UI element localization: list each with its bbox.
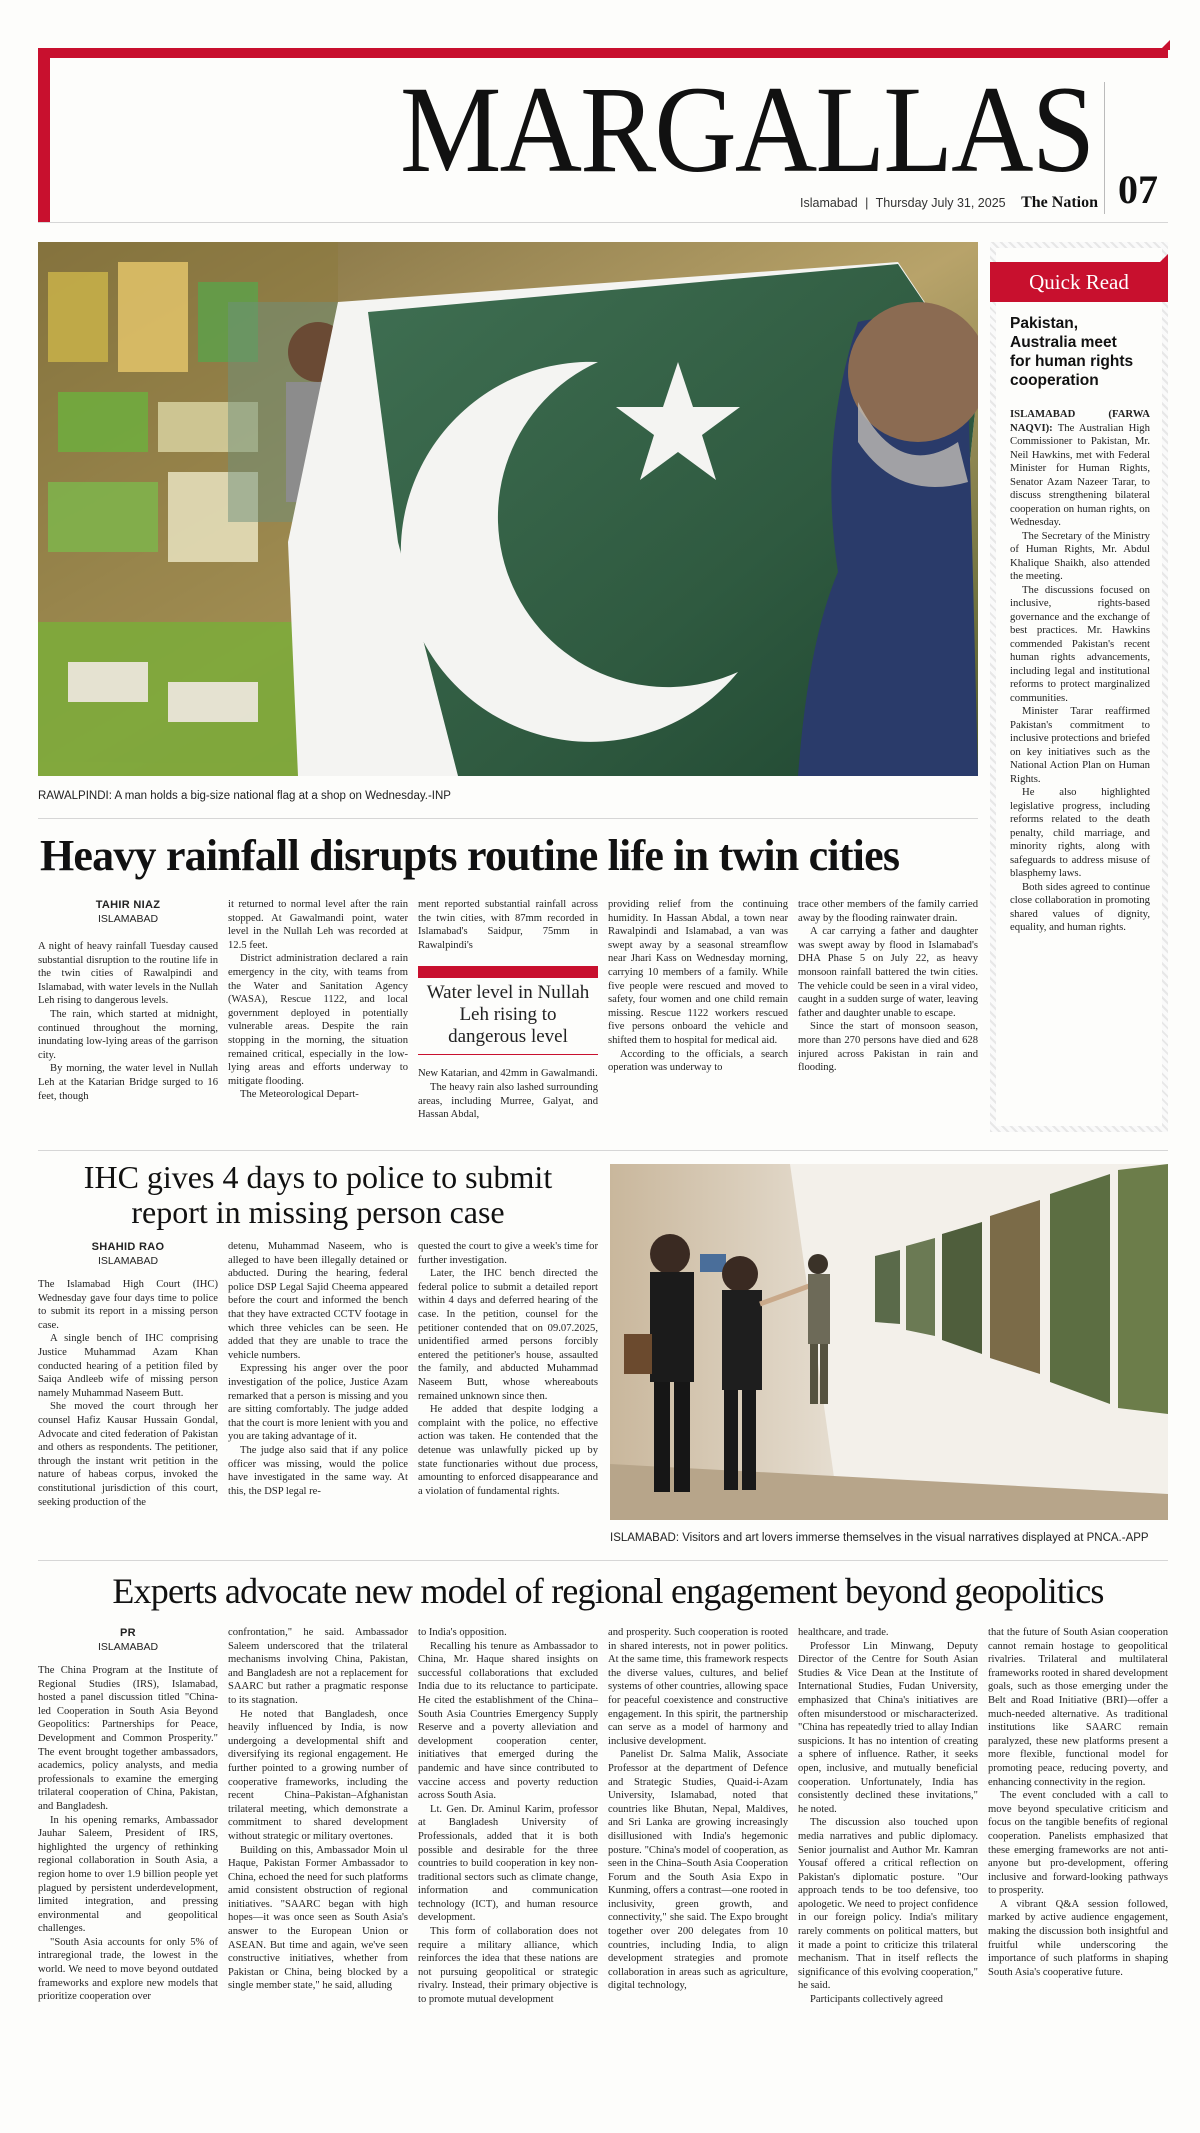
ihc-col-2: detenu, Muhammad Naseem, who is alleged to have been illegally detained or abducted. During the hearing, federal police DSP Legal Sajid Cheema appeared before the court and informed the bench that they have extracted CCTV footage in which three vehicles can be seen. He added that they are unable to trace the vehicle numbers. Expressing his anger over the poor investigation of the police, Justice Azam remarked that a person is missing and you are sitting comfortably. The judge added that the court is more lenient with you and you are taking advantage of it. The judge also said that if any police officer was missing, would the police have investigated in the same way. At this, the DSP legal re-: [228, 1241, 408, 1497]
rain-pull-quote-box: [418, 966, 598, 1055]
ihc-divider: [38, 1560, 1168, 1561]
quick-read-dateline: ISLAMABAD (FARWA NAQVI):: [1010, 408, 1150, 434]
rain-col-5: trace other members of the family carried away by the flooding rainwater drain. A car carrying a father and daughter was swept away by flood in Islamabad's DHA Phase 5 on July 22, as heavy monsoon rainfall battered the twin cities. The vehicle could be seen in a viral video, caught in a sudden surge of water, leaving father and daughter unable to escape. Since the start of monsoon season, more than 270 persons have died and 628 injured across Pakistan in rain and flooding.: [798, 899, 978, 1074]
masthead-date: Thursday July 31, 2025: [875, 196, 1006, 210]
rain-pull-quote: Water level in Nullah Leh rising to dangerous level: [426, 982, 590, 1048]
experts-location: ISLAMABAD: [97, 1641, 159, 1653]
rain-col-2: it returned to normal level after the rain stopped. At Gawalmandi point, water level in the Nullah Leh was recorded at 12.5 feet. District administration declared a rain emergency in the city, with teams from the Water and Sanitation Agency (WASA), Rescue 1122, and local government deployed in potentially vulnerable areas. Despite the rain stopping in the morning, the situation remained critical, especially in the low-lying areas and efforts underway to mitigate flooding. The Meteorological Depart-: [228, 899, 408, 1101]
quick-read-headline: Pakistan, Australia meet for human rights cooperation: [1010, 315, 1134, 389]
masthead-red-bar: [38, 48, 1168, 58]
experts-col-3: to India's opposition. Recalling his tenure as Ambassador to China, Mr. Haque shared insights on successful collaborations that excluded India due to its reluctance to participate. He cited the establishment of the China–South Asia Countries Emergency Supply Reserve and a poverty alleviation and development cooperation center, initiatives that emerged during the pandemic and have since contributed to vaccine access and poverty reduction across South Asia. Lt. Gen. Dr. Aminul Karim, professor at Bangladesh University of Professionals, added that it is both possible and desirable for the three countries to build cooperation in key non-traditional sectors such as climate change, information and communication technology (ICT), and human resource development. This form of collaboration does not require a military alliance, which reinforces the idea that these nations are not pursuing geopolitical or strategic rivalry. Instead, their primary objective is to promote mutual development: [418, 1627, 598, 2006]
ihc-location: ISLAMABAD: [97, 1255, 159, 1267]
caption-divider: [38, 818, 978, 819]
experts-headline: Experts advocate new model of regional engagement beyond geopolitics: [112, 1571, 1104, 1611]
experts-byline: [38, 1626, 218, 1654]
masthead-title: MARGALLAS: [400, 61, 1094, 198]
quick-read-label: Quick Read: [990, 262, 1168, 302]
rain-col-1: TAHIR NIAZ ISLAMABAD A night of heavy rainfall Tuesday caused substantial disruption to the routine life in the twin cities of Rawalpindi and Islamabad, with water levels in the Nullah Leh rising to dangerous levels. The rain, which started at midnight, continued throughout the morning, inundating low-lying areas of the garrison city. By morning, the water level in Nullah Leh at the Katarian Bridge surged to 16 feet, though: [38, 899, 218, 1102]
lead-photo: [38, 242, 978, 776]
rain-col-3: ment reported substantial rainfall across the twin cities, with 87mm recorded in Islamabad's Saidpur, 75mm in Rawalpindi's Water level in Nullah Leh rising to dangerous level New Katarian, and 42mm in Gawalmandi. The heavy rain also lashed surrounding areas, including Murree, Galyat, and Hassan Abdal,: [418, 899, 598, 1121]
experts-author: PR: [120, 1627, 136, 1639]
rain-col-4: providing relief from the continuing humidity. In Hassan Abdal, a town near Rawalpindi and Islamabad, a van was swept away by a seasonal streamflow near Jhari Kass on Wednesday morning, carrying 10 members of a family. While five people were rescued and moved to safety, four women and one child remain missing. Rescue 1122 workers rescued five persons onboard the vehicle and shifted them to hospital for medical aid. According to the officials, a search operation was underway to: [608, 899, 788, 1074]
lead-photo-caption: RAWALPINDI: A man holds a big-size national flag at a shop on Wednesday.-INP: [38, 790, 451, 802]
rain-headline: Heavy rainfall disrupts routine life in twin cities: [40, 831, 900, 880]
masthead-city: Islamabad: [800, 196, 858, 210]
quick-read-body: ISLAMABAD (FARWA NAQVI): The Australian High Commissioner to Pakistan, Mr. Neil Hawkins, met with Federal Minister for Human Rights, Senator Azam Nazeer Tarar, to discuss strengthening bilateral cooperation on human rights, on Wednesday. The Secretary of the Ministry of Human Rights, Mr. Abdul Khalique Shaikh, also attended the meeting. The discussions focused on inclusive, rights-based governance and the exchange of best practices. Mr. Hawkins commended Pakistan's recent human rights advancements, including legal and institutional reforms to protect marginalized communities. Minister Tarar reaffirmed Pakistan's commitment to inclusive protections and briefed on key initiatives such as the National Action Plan on Human Rights. He also highlighted legislative progress, including reforms related to the death penalty, child marriage, and minority rights, along with safeguards to address misuse of blasphemy laws. Both sides agreed to continue close collaboration in promoting shared values of dignity, equality, and human rights.: [1010, 408, 1150, 933]
masthead-red-side: [38, 48, 50, 222]
ihc-col-3: quested the court to give a week's time for further investigation. Later, the IHC bench directed the federal police to submit a detailed report within 4 days and deferred hearing of the case. In the petition, counsel for the petitioner contended that on 09.07.2025, unidentified armed persons forcibly entered the petitioner's house, assaulted the family, and abducted Muhammad Naseem Butt, whose whereabouts remained unknown since then. He added that despite lodging a complaint with the police, no effective action was taken. He contended that the detenue was unlawfully picked up by state functionaries without due process, amounting to enforced disappearance and a violation of fundamental rights.: [418, 1241, 598, 1497]
experts-col-2: confrontation," he said. Ambassador Saleem underscored that the trilateral mechanisms involving China, Pakistan, and Bangladesh are not a replacement for SAARC but rather a pragmatic response to its stagnation. He noted that Bangladesh, once heavily influenced by India, is now undergoing a developmental shift and diversifying its regional engagement. He further pointed to a growing number of cooperative frameworks, including the recent China–Pakistan–Afghanistan trilateral meeting, which demonstrate a commitment to shared development without strategic or military overtones. Building on this, Ambassador Moin ul Haque, Pakistan Former Ambassador to China, echoed the need for such platforms amid consistent obstruction of regional initiatives. "SAARC began with high hopes—it was once seen as South Asia's answer to the European Union or ASEAN. But time and again, we've seen constructive initiatives, whether from Pakistan or China, being blocked by a single member state," he said, alluding: [228, 1627, 408, 1992]
art-photo: [610, 1164, 1168, 1520]
quick-read-tab-tip: [1160, 254, 1168, 262]
rain-byline: [38, 898, 218, 926]
experts-col-6: that the future of South Asian cooperation cannot remain hostage to geopolitical rivalries. Trilateral and multilateral frameworks rooted in shared development goals, such as those emerging under the Belt and Road Initiative (BRI)—offer a much-needed alternative. As traditional institutions like SAARC remain paralyzed, these new platforms present a more flexible, functional model for promoting peace, reducing poverty, and enhancing connectivity in the region. The event concluded with a call to move beyond speculative criticism and focus on the tangible benefits of regional cooperation. Panelists emphasized that these emerging frameworks are not anti-anyone but pro-development, offering inclusive and forward-looking pathways to prosperity. A vibrant Q&A session followed, marked by active audience engagement, making the discussion both insightful and fruitful while underscoring the importance of such platforms in shaping South Asia's cooperative future.: [988, 1627, 1168, 1978]
art-photo-caption: ISLAMABAD: Visitors and art lovers immerse themselves in the visual narratives displayed at PNCA.-APP: [610, 1532, 1149, 1544]
masthead-vline: [1104, 82, 1105, 214]
ihc-byline: [38, 1240, 218, 1268]
masthead-flag-tip: [1160, 40, 1170, 50]
experts-col-1: PR ISLAMABAD The China Program at the Institute of Regional Studies (IRS), Islamabad, hosted a panel discussion titled "China-led Cooperation in South Asia Beyond Geopolitics: Partnerships for Peace, Development and Common Prosperity." The event brought together ambassadors, academics, policy analysts, and media professionals to examine the emerging trilateral cooperation of China, Pakistan, and Bangladesh. In his opening remarks, Ambassador Jauhar Saleem, President of IRS, highlighted the urgency of rethinking regional collaboration in South Asia, a region home to over 1.9 billion people yet plagued by persistent underdevelopment, limited integration, and pressing environmental and geopolitical challenges. "South Asia accounts for only 5% of intraregional trade, the lowest in the world. We need to move beyond outdated frameworks and explore new models that prioritize cooperation over: [38, 1627, 218, 2003]
rain-divider: [38, 1150, 1168, 1151]
ihc-col-1: SHAHID RAO ISLAMABAD The Islamabad High Court (IHC) Wednesday gave four days time to police to submit its report in a missing person case. A single bench of IHC comprising Justice Muhammad Azam Khan conducted hearing of a petition filed by Saiqa Andleeb wife of missing person namely Muhammad Naseem Butt. She moved the court through her counsel Hafiz Kausar Hussain Gondal, Advocate and cited federation of Pakistan and others as respondents. The petitioner, through the instant writ petition in the nature of habeas corpus, invoked the constitutional jurisdiction of this court, seeking production of the: [38, 1241, 218, 1508]
experts-col-5: healthcare, and trade. Professor Lin Minwang, Deputy Director of the Centre for South Asian Studies & Vice Dean at the Institute of International Studies, Fudan University, emphasized that China's initiatives are often misunderstood or mischaracterized. "China has repeatedly tried to allay Indian suspicions. It has no intention of creating a sphere of influence. Rather, it seeks open, inclusive, and mutually beneficial cooperation. Unfortunately, India has consistently declined these invitations," he noted. The discussion also touched upon media narratives and public diplomacy. Senior journalist and Author Mr. Kamran Yousaf offered a critical reflection on Pakistan's diplomatic posture. "Our approach tends to be too defensive, too apologetic. We need to project confidence in our foreign policy. India's military rarely comments on political matters, but it made a point to criticize this trilateral mechanism. That in itself reflects the significance of this evolving cooperation," he said. Participants collectively agreed: [798, 1627, 978, 2006]
masthead-divider: [38, 222, 1168, 223]
national-flag-photo: [38, 242, 978, 776]
ihc-headline: IHC gives 4 days to police to submit report in missing person case: [83, 1159, 553, 1230]
dateline-bar: Islamabad | Thursday July 31, 2025 The Nation: [800, 194, 1099, 211]
rain-location: ISLAMABAD: [97, 913, 159, 925]
rain-author: TAHIR NIAZ: [95, 899, 161, 911]
art-gallery-photo: [610, 1164, 1168, 1520]
masthead-paper: The Nation: [1021, 194, 1099, 211]
ihc-author: SHAHID RAO: [91, 1241, 165, 1253]
experts-col-4: and prosperity. Such cooperation is rooted in shared interests, not in power politics. At the same time, this framework respects the diverse values, cultures, and belief systems of other countries, allowing space for peaceful coexistence and constructive engagement. In this spirit, the partnership can serve as a model of harmony and inclusive development. Panelist Dr. Salma Malik, Associate Professor at the department of Defence and Strategic Studies, Quaid-i-Azam University, Islamabad, noted that countries like Bhutan, Nepal, Maldives, and Sri Lanka are growing increasingly disillusioned with India's hegemonic posture. "China's model of cooperation, as seen in the China–South Asia Cooperation Forum and the South Asia Expo in Kunming, offers a contrast—one rooted in inclusivity, green growth, and connectivity," she said. The Expo brought together over 200 delegates from 10 countries, including India, to align development strategies and promote collaboration in areas such as agriculture, digital technology,: [608, 1627, 788, 1992]
page-number: 07: [1118, 167, 1158, 212]
